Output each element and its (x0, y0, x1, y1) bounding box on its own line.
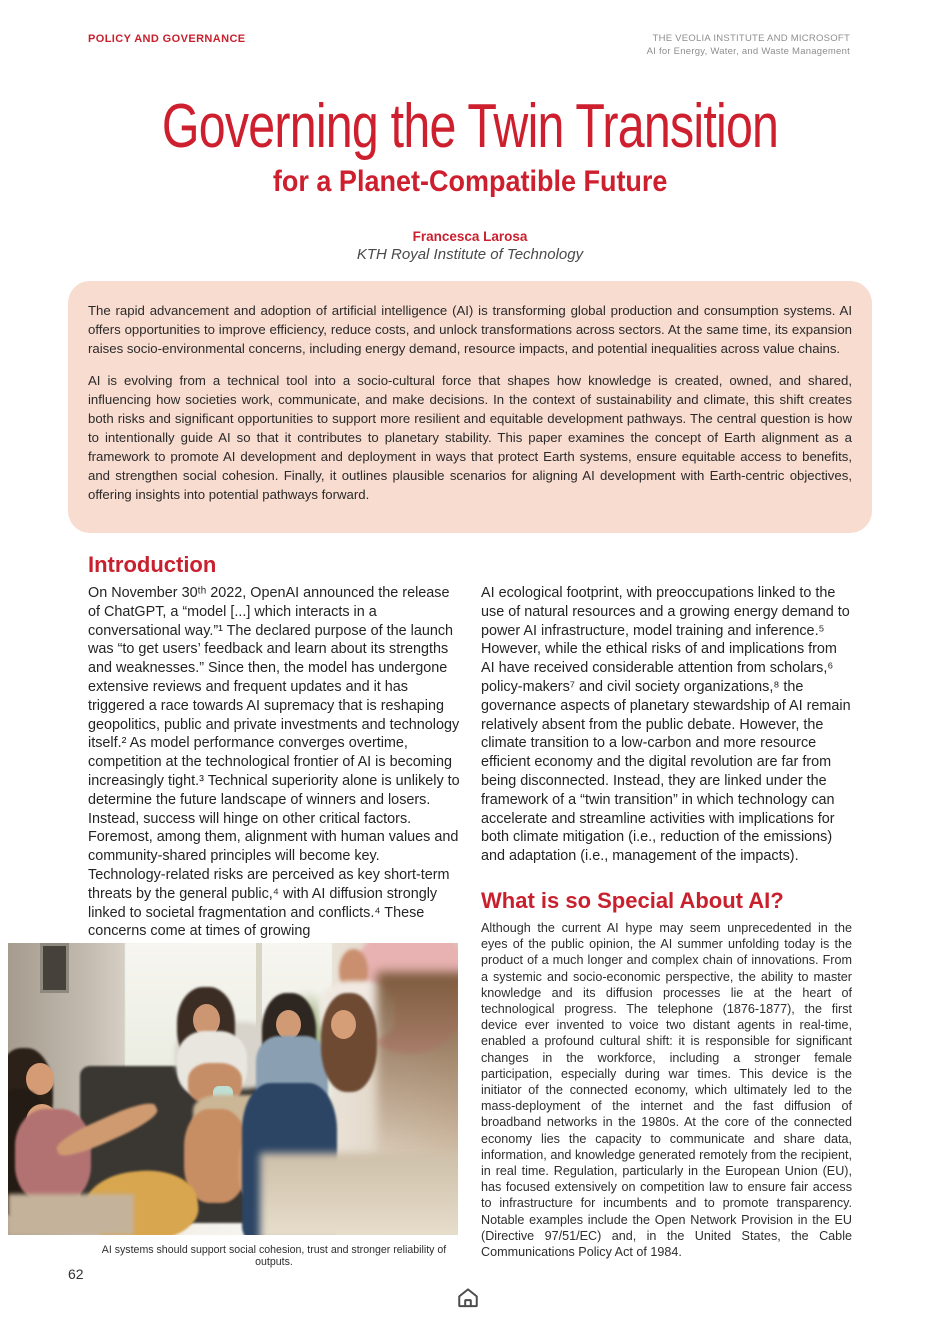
publisher-line2: AI for Energy, Water, and Waste Management (646, 45, 850, 57)
photo-wood-blur (377, 972, 458, 1176)
intro-column-right: AI ecological footprint, with preoccupations linked to the use of natural resources and a growing energy demand to power AI infrastructure, model training and inference.⁵ However, while the ethical risks of and implications from AI have received considerable attention from scholars,⁶ policy-makers⁷ and civil society organizations,⁸ the governance aspects of planetary stewardship of AI remain relatively absent from the public debate. However, the climate transition to a low-carbon and more resource efficient economy and the digital revolution are far from being disconnected. Instead, they are linked under the framework of a “twin transition” in which technology can accelerate and streamline activities with implications for both climate mitigation (i.e., reduction of the emissions) and adaptation (i.e., management of the impacts). (481, 585, 851, 865)
author-name: Francesca Larosa (412, 229, 528, 244)
abstract-paragraph-2: AI is evolving from a technical tool into a socio-cultural force that shapes how knowledge is created, owned, and shared, influencing how societies work, communicate, and make decisions. In the context of sustainability and climate, this shift creates both risks and significant opportunities to support more resilient and equitable development pathways. The central question is how to intentionally guide AI so that it contributes to planetary stability. This paper examines the concept of Earth alignment as a framework to promote AI development and deployment in ways that protect Earth systems, ensure equitable access to benefits, and strengthen social cohesion. Finally, it outlines plausible scenarios for aligning AI development with Earth-centric objectives, offering insights into potential pathways forward. (88, 373, 852, 502)
photo-person-c-hair (321, 993, 377, 1092)
photo-floor (8, 1194, 134, 1235)
photo-picture-frame (40, 943, 69, 993)
intro-column-left: On November 30ᵗʰ 2022, OpenAI announced the release of ChatGPT, a “model [...] which interacts in a conversational way.”¹ The declared purpose of the launch was “to get users’ feedback and learn about its strengths and weaknesses.” Since then, the model has undergone extensive reviews and frequent updates and it has triggered a race towards AI supremacy that is reshaping geopolitics, public and private investments and technology itself.² As model performance converges overtime, competition at the technological frontier of AI is becoming increasingly tight.³ Technical superiority alone is unlikely to determine the future landscape of winners and losers. Instead, success will hinge on other critical factors. Foremost, among them, alignment with human values and community-shared principles will become key. Technology-related risks are perceived as key short-term threats by the general public,⁴ with AI diffusion strongly linked to societal fragmentation and conflicts.⁴ These concerns come at times of growing (88, 585, 460, 940)
article-photo (8, 943, 458, 1235)
title-block (0, 94, 940, 199)
photo-person-d-top (15, 1109, 92, 1202)
photo-caption: AI systems should support social cohesion, trust and stronger reliability of outputs. (101, 1244, 447, 1268)
abstract-paragraph-1: The rapid advancement and adoption of artificial intelligence (AI) is transforming global production and consumption systems. AI offers opportunities to improve efficiency, reduce costs, and unlock transformations across sectors. At the same time, its expansion raises socio-environmental concerns, including energy demand, resource impacts, and potential inequalities across value chains. (88, 303, 852, 356)
article-title: Governing the Twin Transition (161, 92, 779, 161)
author-affiliation: KTH Royal Institute of Technology (356, 246, 584, 263)
publisher-info (647, 33, 850, 58)
special-section-heading: What is so Special About AI? (481, 888, 784, 913)
photo-person-b-face (276, 1010, 301, 1039)
section-kicker: POLICY AND GOVERNANCE (88, 33, 246, 45)
article-subtitle: for a Planet-Compatible Future (272, 165, 668, 199)
page-number: 62 (68, 1266, 84, 1282)
publisher-line1: THE VEOLIA INSTITUTE AND MICROSOFT (652, 33, 850, 44)
abstract-box (68, 281, 872, 533)
introduction-heading: Introduction (88, 552, 217, 577)
special-section-body: Although the current AI hype may seem unprecedented in the eyes of the public opinion, the AI summer unfolding today is the product of a much longer and complex chain of innovations. From a systemic and socio-economic perspective, the ability to master knowledge and its diffusion processes lie at the heart of technological progress. The telephone (1876-1877), the first device ever invented to voice two distant agents in real-time, enabled a profound cultural shift: it is responsible for significant changes in the workforce, including a stronger female participation, especially during war times. This device is the initiator of the connected economy, which ultimately led to the mass-deployment of the internet and the fast diffusion of broadband networks in the 1980s. At the core of the connected economy lies the capacity to communicate and share data, information, and knowledge generated remotely from the recipient, in real time. Regulation, particularly in the European Union (EU), has focused extensively on competition law to ensure fair access to infrastructure for incumbents and to promote transparency. Notable examples include the Open Network Provision in the EU (Directive 97/51/EC) and, in the United States, the Cable Communications Policy Act of 1984. (481, 921, 852, 1260)
photo-table-blur (260, 1153, 458, 1235)
home-button[interactable] (454, 1284, 482, 1312)
home-icon (454, 1300, 482, 1315)
